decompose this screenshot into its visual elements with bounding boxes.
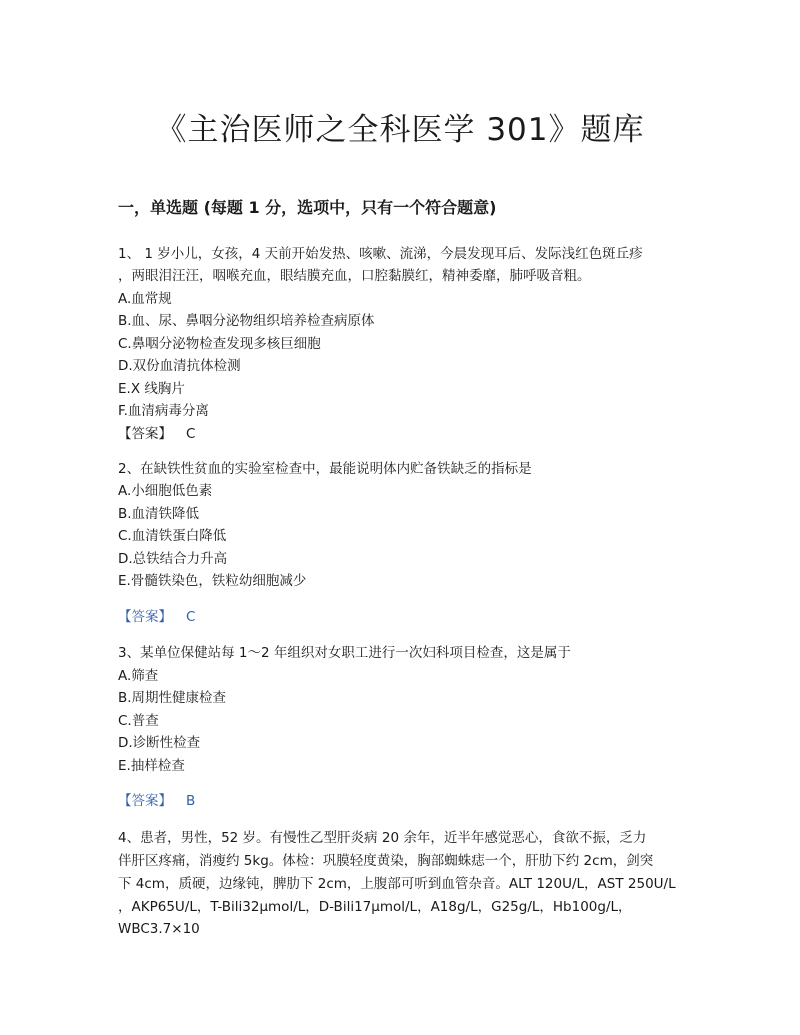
q2-option-d: D.总铁结合力升高: [118, 551, 228, 567]
q4-line3: 下 4cm，质硬，边缘钝，脾肋下 2cm，上腹部可听到血管杂音。ALT 120U/L，AST 250U/L: [118, 876, 676, 892]
q1-option-a: A.血常规: [118, 291, 172, 307]
q1-answer-label: 【答案】: [118, 426, 172, 442]
q1-answer-value: C: [186, 426, 196, 442]
q3-option-a: A.筛查: [118, 668, 159, 684]
q2-answer: [118, 607, 195, 627]
q2-answer-value: C: [186, 609, 196, 625]
page-title: 《主治医师之全科医学 301》题库: [155, 112, 645, 148]
q2-option-c: C.血清铁蛋白降低: [118, 528, 227, 544]
q1-option-e: E.X 线胸片: [118, 381, 185, 397]
q1-answer: [118, 424, 195, 444]
q2-option-a: A.小细胞低色素: [118, 483, 213, 499]
section-title: 一，单选题 (每题 1 分，选项中，只有一个符合题意): [118, 198, 497, 217]
q1-option-d: D.双份血清抗体检测: [118, 358, 241, 374]
q4-line1: 4、患者，男性，52 岁。有慢性乙型肝炎病 20 余年，近半年感觉恶心，食欲不振，乏力: [118, 830, 647, 846]
q3-answer: [118, 791, 195, 811]
q3-option-d: D.诊断性检查: [118, 735, 201, 751]
q4-line4: ，AKP65U/L，T-Bili32μmol/L，D-Bili17μmol/L，A18g/L，G25g/L，Hb100g/L，: [118, 899, 632, 915]
q1-option-c: C.鼻咽分泌物检查发现多核巨细胞: [118, 336, 321, 352]
q2-option-e: E.骨髓铁染色，铁粒幼细胞减少: [118, 573, 307, 589]
q3-answer-label: 【答案】: [118, 793, 172, 809]
q1-option-b: B.血、尿、鼻咽分泌物组织培养检查病原体: [118, 313, 375, 329]
q2-option-b: B.血清铁降低: [118, 506, 200, 522]
q2-answer-label: 【答案】: [118, 609, 172, 625]
q4-line2: 伴肝区疼痛，消瘦约 5kg。体检：巩膜轻度黄染，胸部蜘蛛痣一个，肝肋下约 2cm，剑突: [118, 853, 654, 869]
q1-option-f: F.血清病毒分离: [118, 403, 209, 419]
q3-option-b: B.周期性健康检查: [118, 690, 227, 706]
q3-answer-value: B: [186, 793, 196, 809]
q2-stem-line1: 2、在缺铁性贫血的实验室检查中，最能说明体内贮备铁缺乏的指标是: [118, 461, 532, 477]
q1-stem-line1: 1、 1 岁小儿，女孩，4 天前开始发热、咳嗽、流涕，今晨发现耳后、发际浅红色斑丘疹: [118, 246, 643, 262]
q4-line5: WBC3.7×10: [118, 921, 200, 937]
q1-stem-line2: ，两眼泪汪汪，咽喉充血，眼结膜充血，口腔黏膜红，精神委靡，肺呼吸音粗。: [118, 268, 591, 284]
q3-stem-line1: 3、某单位保健站每 1～2 年组织对女职工进行一次妇科项目检查，这是属于: [118, 645, 571, 661]
q3-option-c: C.普查: [118, 713, 159, 729]
q3-option-e: E.抽样检查: [118, 758, 185, 774]
